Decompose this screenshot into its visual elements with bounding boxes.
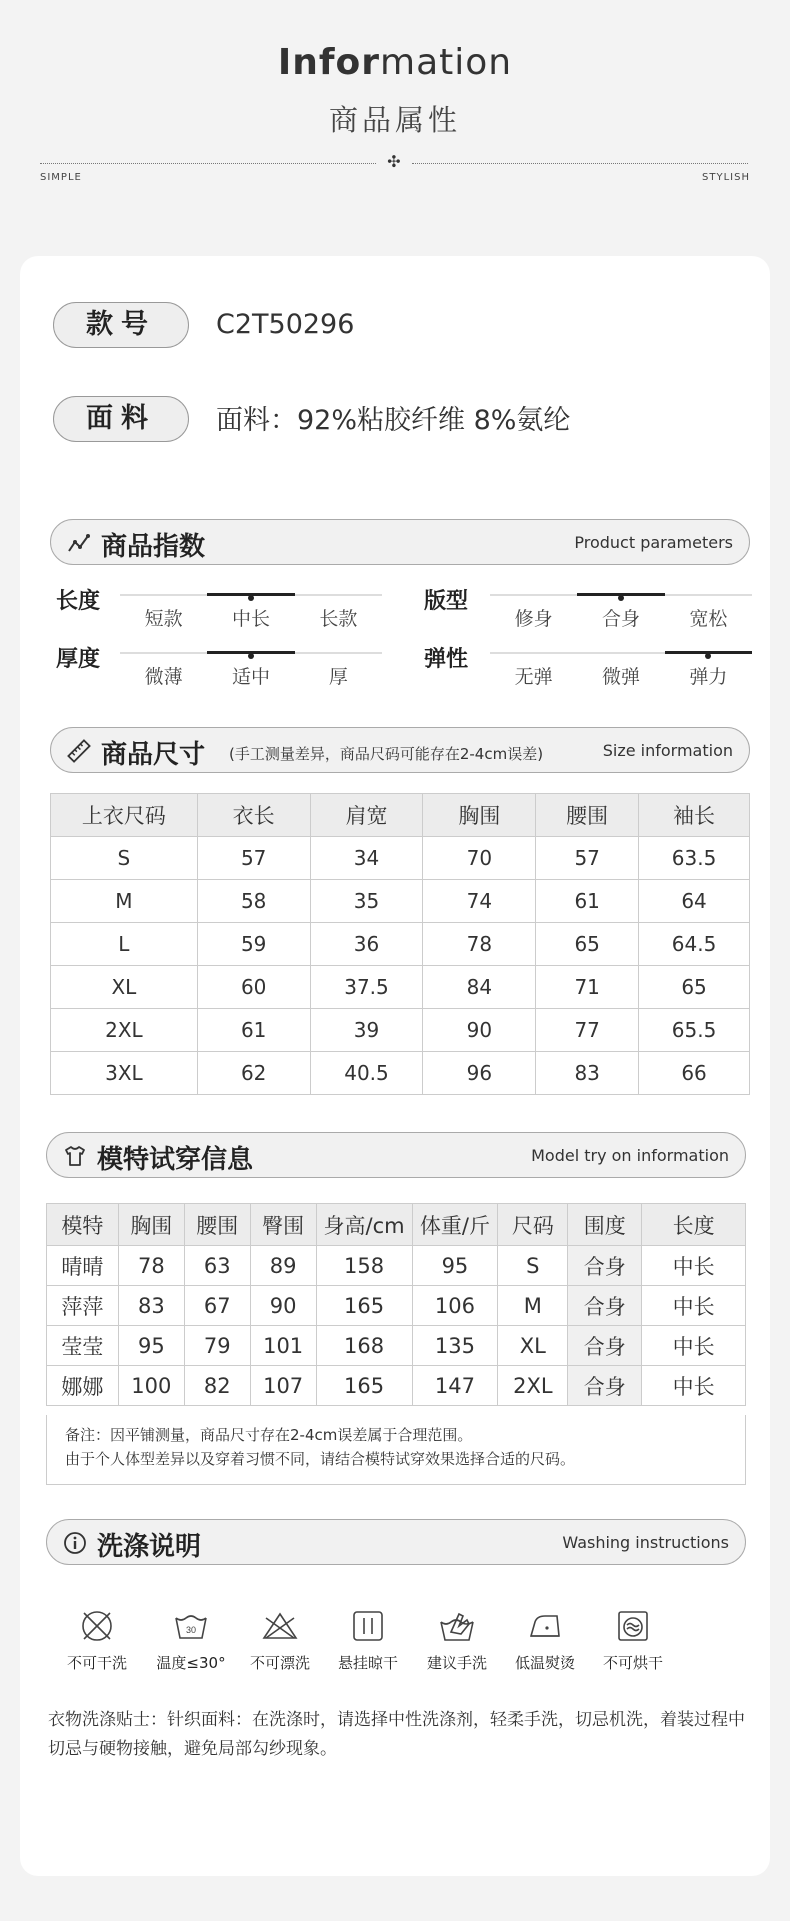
- size-table: [50, 793, 750, 1095]
- wash-title: 洗涤说明: [97, 1532, 202, 1562]
- model-cell: 107: [250, 1366, 316, 1406]
- wash-label: 建议手洗: [426, 1654, 487, 1672]
- size-row: [51, 1009, 750, 1052]
- model-cell: 100: [118, 1366, 184, 1406]
- param-option: 宽松: [689, 608, 728, 630]
- wash-item: [56, 1606, 138, 1673]
- size-cell: 61: [197, 1009, 310, 1052]
- wash-item: [327, 1606, 409, 1673]
- size-row: [51, 966, 750, 1009]
- model-cell: M: [498, 1286, 568, 1326]
- size-cell: 62: [197, 1052, 310, 1095]
- model-en: Model try on information: [531, 1146, 729, 1165]
- size-section-bar: [50, 727, 750, 773]
- info-card: [20, 256, 770, 1876]
- model-table: [46, 1203, 746, 1406]
- remark-line-2: 由于个人体型差异以及穿着习惯不同，请结合模特试穿效果选择合适的尺码。: [65, 1450, 576, 1468]
- size-en: Size information: [602, 741, 733, 760]
- trend-icon: [67, 531, 91, 555]
- divider-left: [40, 163, 376, 164]
- param-option: 厚: [328, 666, 348, 688]
- size-cell: 74: [423, 880, 536, 923]
- param-selected-dot: [705, 653, 711, 659]
- param-selected-dot: [248, 595, 254, 601]
- model-cell: 147: [412, 1366, 498, 1406]
- size-cell: L: [51, 923, 198, 966]
- model-cell: 168: [316, 1326, 412, 1366]
- model-header-cell: 模特: [47, 1204, 119, 1246]
- wash-section-bar: [46, 1519, 746, 1565]
- size-cell: 66: [639, 1052, 750, 1095]
- param-label: 厚度: [56, 647, 101, 672]
- no-tumble-dry-icon: [613, 1606, 653, 1646]
- model-row: [47, 1366, 746, 1406]
- model-cell: 合身: [568, 1366, 642, 1406]
- wash-item: [239, 1606, 321, 1673]
- size-cell: 78: [423, 923, 536, 966]
- shirt-icon: [63, 1144, 87, 1168]
- size-cell: 59: [197, 923, 310, 966]
- model-cell: 67: [184, 1286, 250, 1326]
- size-cell: 84: [423, 966, 536, 1009]
- model-cell: 合身: [568, 1326, 642, 1366]
- svg-text:30: 30: [185, 1625, 197, 1635]
- wash-label: 不可干洗: [66, 1654, 127, 1672]
- size-header-cell: 腰围: [536, 794, 639, 837]
- model-cell: 合身: [568, 1286, 642, 1326]
- size-cell: 83: [536, 1052, 639, 1095]
- low-iron-icon: [525, 1606, 565, 1646]
- size-cell: 36: [310, 923, 423, 966]
- model-cell: 95: [412, 1246, 498, 1286]
- params-en: Product parameters: [574, 533, 733, 552]
- divider-right: [412, 163, 748, 164]
- size-note: (手工测量差异，商品尺码可能存在2-4cm误差): [229, 745, 544, 763]
- wash-item: [416, 1606, 498, 1673]
- hand-wash-icon: [437, 1606, 477, 1646]
- param-option: 短款: [144, 608, 183, 630]
- ornament-icon: ✣: [387, 152, 401, 171]
- param-option: 无弹: [514, 666, 553, 688]
- param-option: 微薄: [144, 666, 183, 688]
- model-cell: 2XL: [498, 1366, 568, 1406]
- wash-label: 温度≤30°: [156, 1654, 226, 1672]
- model-cell: 中长: [642, 1366, 746, 1406]
- model-cell: 晴晴: [47, 1246, 119, 1286]
- ruler-icon: [67, 739, 91, 763]
- model-cell: 95: [118, 1326, 184, 1366]
- model-cell: 90: [250, 1286, 316, 1326]
- wash-label: 低温熨烫: [514, 1654, 575, 1672]
- size-cell: 65: [639, 966, 750, 1009]
- wash-30-icon: [171, 1606, 211, 1646]
- size-cell: 37.5: [310, 966, 423, 1009]
- model-cell: 89: [250, 1246, 316, 1286]
- size-cell: 77: [536, 1009, 639, 1052]
- size-header-cell: 胸围: [423, 794, 536, 837]
- size-cell: 64: [639, 880, 750, 923]
- model-cell: 63: [184, 1246, 250, 1286]
- model-cell: 莹莹: [47, 1326, 119, 1366]
- size-header-cell: 衣长: [197, 794, 310, 837]
- info-icon: [63, 1531, 87, 1555]
- size-cell: 35: [310, 880, 423, 923]
- no-bleach-icon: [260, 1606, 300, 1646]
- param-option: 适中: [231, 666, 270, 688]
- remark-line-1: 备注：因平铺测量，商品尺寸存在2-4cm误差属于合理范围。: [65, 1426, 473, 1444]
- model-cell: 中长: [642, 1286, 746, 1326]
- model-row: [47, 1326, 746, 1366]
- size-row: [51, 923, 750, 966]
- size-cell: 90: [423, 1009, 536, 1052]
- size-header-cell: 上衣尺码: [51, 794, 198, 837]
- no-dry-clean-icon: [77, 1606, 117, 1646]
- wash-label: 不可烘干: [602, 1654, 663, 1672]
- size-cell: 65.5: [639, 1009, 750, 1052]
- model-cell: 79: [184, 1326, 250, 1366]
- wash-tips: 衣物洗涤贴士：针织面料：在洗涤时，请选择中性洗涤剂，轻柔手洗，切忌机洗，着装过程中切忌与硬物接触，避免局部勾纱现象。: [48, 1710, 745, 1759]
- size-cell: 40.5: [310, 1052, 423, 1095]
- size-header-cell: 肩宽: [310, 794, 423, 837]
- model-header-cell: 体重/斤: [412, 1204, 498, 1246]
- size-row: [51, 880, 750, 923]
- params-section-bar: [50, 519, 750, 565]
- model-section-bar: [46, 1132, 746, 1178]
- style-no-value: C2T50296: [216, 309, 355, 340]
- size-row: [51, 1052, 750, 1095]
- param-option: 长款: [319, 608, 358, 630]
- param-selected-dot: [248, 653, 254, 659]
- model-cell: 165: [316, 1366, 412, 1406]
- size-cell: 57: [197, 837, 310, 880]
- model-header-cell: 胸围: [118, 1204, 184, 1246]
- params-title: 商品指数: [101, 532, 206, 562]
- model-cell: 135: [412, 1326, 498, 1366]
- model-row: [47, 1286, 746, 1326]
- param-label: 版型: [424, 589, 469, 614]
- size-cell: 61: [536, 880, 639, 923]
- model-cell: 78: [118, 1246, 184, 1286]
- wash-label: 悬挂晾干: [337, 1654, 398, 1672]
- model-cell: 中长: [642, 1246, 746, 1286]
- size-header-cell: 袖长: [639, 794, 750, 837]
- model-cell: 82: [184, 1366, 250, 1406]
- size-cell: 57: [536, 837, 639, 880]
- model-cell: 101: [250, 1326, 316, 1366]
- model-cell: 106: [412, 1286, 498, 1326]
- info-title: Information: [277, 42, 513, 83]
- size-cell: 71: [536, 966, 639, 1009]
- size-cell: 39: [310, 1009, 423, 1052]
- size-cell: S: [51, 837, 198, 880]
- model-header-cell: 臀围: [250, 1204, 316, 1246]
- fabric-value: 面料：92%粘胶纤维 8%氨纶: [216, 405, 571, 436]
- simple-tag: SIMPLE: [40, 172, 82, 183]
- fabric-label: 面料: [53, 396, 189, 442]
- model-row: [47, 1246, 746, 1286]
- model-cell: 娜娜: [47, 1366, 119, 1406]
- model-cell: XL: [498, 1326, 568, 1366]
- wash-item: [150, 1606, 232, 1673]
- model-header-cell: 长度: [642, 1204, 746, 1246]
- param-label: 长度: [56, 589, 101, 614]
- model-title: 模特试穿信息: [97, 1145, 254, 1175]
- model-cell: 83: [118, 1286, 184, 1326]
- page-subtitle: 商品属性: [328, 103, 461, 137]
- model-header-cell: 尺码: [498, 1204, 568, 1246]
- param-option: 弹力: [689, 666, 728, 688]
- size-cell: 96: [423, 1052, 536, 1095]
- param-option: 微弹: [601, 666, 640, 688]
- size-cell: 3XL: [51, 1052, 198, 1095]
- model-cell: 165: [316, 1286, 412, 1326]
- stylish-tag: STYLISH: [702, 172, 750, 183]
- size-cell: 2XL: [51, 1009, 198, 1052]
- model-cell: 中长: [642, 1326, 746, 1366]
- size-cell: 58: [197, 880, 310, 923]
- size-cell: 70: [423, 837, 536, 880]
- model-header-cell: 腰围: [184, 1204, 250, 1246]
- model-header-cell: 身高/cm: [316, 1204, 412, 1246]
- size-cell: 65: [536, 923, 639, 966]
- param-option: 中长: [231, 608, 270, 630]
- size-header-row: [51, 794, 750, 837]
- size-title: 商品尺寸: [101, 740, 206, 770]
- model-cell: 萍萍: [47, 1286, 119, 1326]
- param-option: 合身: [601, 608, 640, 630]
- size-cell: 63.5: [639, 837, 750, 880]
- wash-item: [504, 1606, 586, 1673]
- size-cell: XL: [51, 966, 198, 1009]
- size-cell: 64.5: [639, 923, 750, 966]
- model-remark: [46, 1415, 746, 1485]
- param-selected-dot: [618, 595, 624, 601]
- style-no-label: 款号: [53, 302, 189, 348]
- model-header-cell: 围度: [568, 1204, 642, 1246]
- size-cell: 60: [197, 966, 310, 1009]
- wash-label: 不可漂洗: [249, 1654, 310, 1672]
- size-row: [51, 837, 750, 880]
- size-cell: 34: [310, 837, 423, 880]
- model-cell: 158: [316, 1246, 412, 1286]
- model-cell: S: [498, 1246, 568, 1286]
- model-header-row: [47, 1204, 746, 1246]
- wash-en: Washing instructions: [562, 1533, 729, 1552]
- hang-dry-icon: [348, 1606, 388, 1646]
- param-label: 弹性: [424, 647, 469, 672]
- wash-item: [592, 1606, 674, 1673]
- model-cell: 合身: [568, 1246, 642, 1286]
- size-cell: M: [51, 880, 198, 923]
- param-option: 修身: [514, 608, 553, 630]
